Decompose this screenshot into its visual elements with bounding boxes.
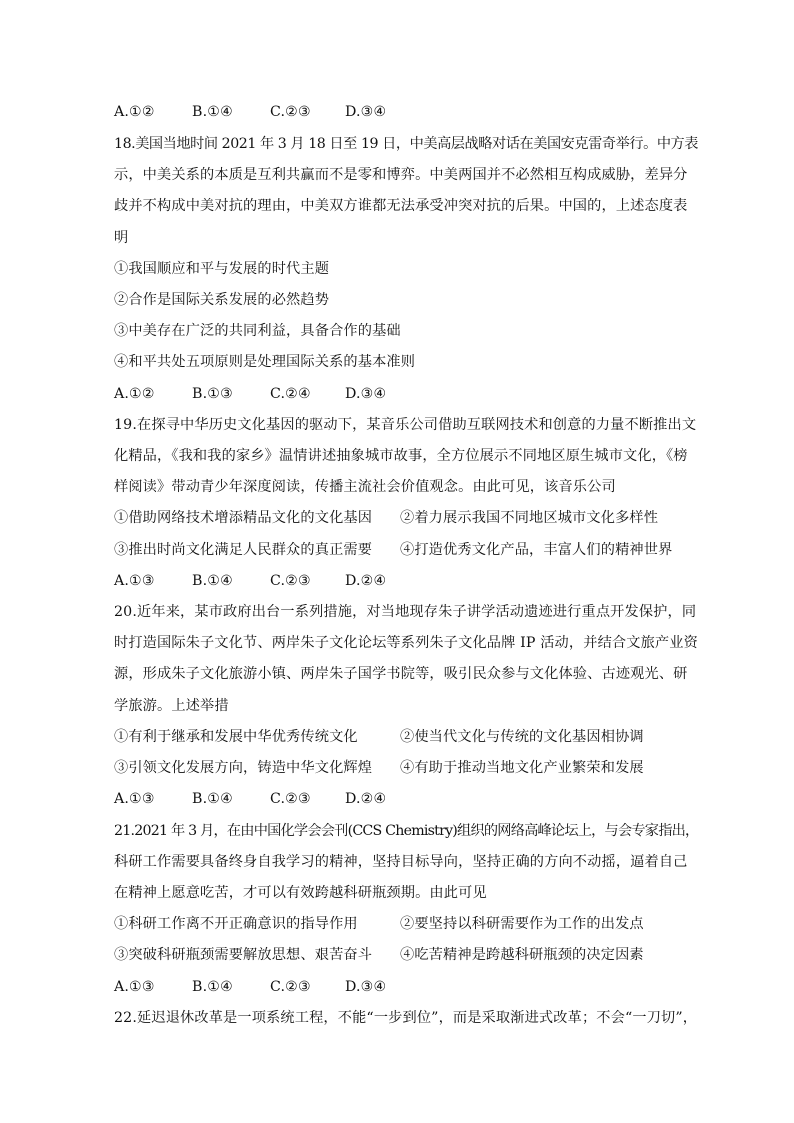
q18-item: ④和平共处五项原则是处理国际关系的基本准则	[114, 354, 416, 370]
option-d: D.③④	[345, 979, 387, 995]
q20-item: ③引领文化发展方向，铸造中华文化辉煌	[114, 760, 373, 776]
q21-item-row	[114, 945, 694, 965]
q19-item-row	[114, 508, 694, 528]
q19-options	[114, 571, 694, 591]
option-b: B.①④	[192, 791, 233, 807]
option-c: C.②③	[270, 573, 311, 589]
q18-options	[114, 384, 694, 404]
option-c: C.②③	[270, 791, 311, 807]
q20-item: ②使当代文化与传统的文化基因相协调	[400, 729, 644, 745]
q19-stem-line: 化精品，《我和我的家乡》温情讲述抽象城市故事，全方位展示不同地区原生城市文化，《榜	[114, 448, 688, 464]
option-d: D.②④	[345, 573, 387, 589]
q18-item: ②合作是国际关系发展的必然趋势	[114, 292, 330, 308]
q18-item: ③中美存在广泛的共同利益，具备合作的基础	[114, 323, 401, 339]
option-d: D.②④	[345, 791, 387, 807]
q20-item-row	[114, 758, 694, 778]
q19-item: ①借助网络技术增添精品文化的文化基因	[114, 510, 373, 526]
q18-stem-line: 歧并不构成中美对抗的理由，中美双方谁都无法承受冲突对抗的后果。中国的，上述态度表	[114, 198, 688, 214]
q20-item-row	[114, 727, 694, 747]
option-b: B.①③	[192, 386, 233, 402]
q20-stem-line: 源，形成朱子文化旅游小镇、两岸朱子国学书院等，吸引民众参与文化体验、古迹观光、研	[114, 666, 688, 682]
q21-item: ①科研工作离不开正确意识的指导作用	[114, 916, 358, 932]
q19-stem-line: 样阅读》带动青少年深度阅读，传播主流社会价值观念。由此可见，该音乐公司	[114, 479, 616, 495]
q21-item: ③突破科研瓶颈需要解放思想、艰苦奋斗	[114, 947, 373, 963]
option-d: D.③④	[345, 386, 387, 402]
option-d: D.③④	[345, 104, 387, 120]
q21-item: ④吃苦精神是跨越科研瓶颈的决定因素	[400, 947, 644, 963]
q22-stem-line: 22.延迟退休改革是一项系统工程，不能“一步到位”，而是采取渐进式改革；不会“一刀切”，	[114, 1010, 698, 1026]
q17-options	[114, 102, 694, 122]
option-c: C.②④	[270, 386, 311, 402]
q19-item-row	[114, 540, 694, 560]
q20-stem-line: 学旅游。上述举措	[114, 698, 229, 714]
q21-stem-line: 21.2021 年 3 月，在由中国化学会会刊(CCS Chemistry)组织的网络高峰论坛上，与会专家指出，	[114, 823, 699, 839]
option-c: C.②③	[270, 104, 311, 120]
option-a: A.①③	[114, 573, 155, 589]
q18-stem-line: 示，中美关系的本质是互利共赢而不是零和博弈。中美两国并不必然相互构成威胁，差异分	[114, 167, 688, 183]
q19-item: ②着力展示我国不同地区城市文化多样性	[400, 510, 659, 526]
q19-stem-line: 19.在探寻中华历史文化基因的驱动下，某音乐公司借助互联网技术和创意的力量不断推出文	[114, 417, 697, 433]
q20-stem-line: 20.近年来，某市政府出台一系列措施，对当地现存朱子讲学活动遗迹进行重点开发保护，同	[114, 604, 697, 620]
option-a: A.①②	[114, 104, 155, 120]
q20-stem-line: 时打造国际朱子文化节、两岸朱子文化论坛等系列朱子文化品牌 IP 活动，并结合文旅产业资	[114, 635, 698, 651]
q21-options	[114, 977, 694, 997]
q18-stem-line: 18.美国当地时间 2021 年 3 月 18 日至 19 日，中美高层战略对话在美国安克雷奇举行。中方表	[114, 136, 699, 152]
option-b: B.①④	[192, 104, 233, 120]
q21-stem-line: 在精神上愿意吃苦，才可以有效跨越科研瓶颈期。由此可见	[114, 885, 487, 901]
q21-item-row	[114, 914, 694, 934]
q20-item: ④有助于推动当地文化产业繁荣和发展	[400, 760, 644, 776]
q20-item: ①有利于继承和发展中华优秀传统文化	[114, 729, 358, 745]
q21-item: ②要坚持以科研需要作为工作的出发点	[400, 916, 644, 932]
option-a: A.①②	[114, 386, 155, 402]
option-b: B.①④	[192, 573, 233, 589]
option-c: C.②③	[270, 979, 311, 995]
q21-stem-line: 科研工作需要具备终身自我学习的精神，坚持目标导向，坚持正确的方向不动摇，逼着自己	[114, 854, 688, 870]
q19-item: ③推出时尚文化满足人民群众的真正需要	[114, 542, 373, 558]
q18-item: ①我国顺应和平与发展的时代主题	[114, 261, 330, 277]
option-a: A.①③	[114, 791, 155, 807]
q20-options	[114, 789, 694, 809]
q18-stem-line: 明	[114, 230, 129, 246]
q19-item: ④打造优秀文化产品，丰富人们的精神世界	[400, 542, 673, 558]
option-a: A.①③	[114, 979, 155, 995]
option-b: B.①④	[192, 979, 233, 995]
